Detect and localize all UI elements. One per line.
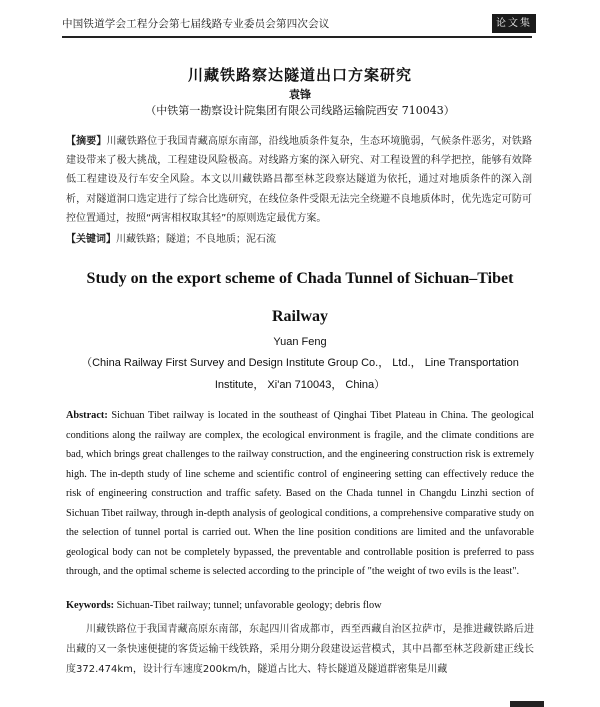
chinese-keywords-text: 川藏铁路；隧道；不良地质；泥石流 xyxy=(116,234,276,245)
chinese-keywords xyxy=(66,230,532,245)
chinese-abstract-label: 【摘要】 xyxy=(66,136,107,147)
english-abstract-text: Sichuan Tibet railway is located in the southeast of Qinghai Tibet Plateau in China. The geological conditions along the railway are complex, the ecological environment is fragile, and the climate conditions are bad, which brings great challenges to the railway construction, and the engineering construction risk is extremely high. The in-depth study of line scheme and scientific control of engineering setting can effectively reduce the risk of engineering construction and traffic safety. Based on the Chada tunnel in Changdu Linzhi section of Sichuan Tibet railway, through in-depth analysis of geological conditions, a comprehensive comparative study on the selection of tunnel portal is carried out. When the line position conditions are limited and the unfavorable geological body can not be completely bypassed, the preventable and controllable position is preferred to pass through, and the optimal scheme is selected according to the principle of "the weight of two evils is the least". xyxy=(66,410,534,577)
section-tag: 论文集 xyxy=(492,14,536,33)
page-number-block xyxy=(510,701,544,707)
chinese-abstract xyxy=(66,132,532,228)
chinese-title: 川藏铁路察达隧道出口方案研究 xyxy=(187,66,412,84)
english-title: Study on the export scheme of Chada Tunnel of Sichuan–Tibet Railway xyxy=(86,270,514,325)
english-abstract-label: Abstract: xyxy=(66,410,108,421)
running-header xyxy=(62,14,532,38)
chinese-abstract-text: 川藏铁路位于我国青藏高原东南部，沿线地质条件复杂，生态环境脆弱，气候条件恶劣，对铁路建设带来了极大挑战，工程建设风险极高。对线路方案的深入研究、对工程设置的科学把控，能够有效降低工程建设及行车安全风险。本文以川藏铁路昌都至林芝段察达隧道为依托，通过对地质条件的深入剖析，对隧道洞口选定进行了综合比选研究，在线位条件受限无法完全绕避不良地质体时，优先选定可防可控位置通过，按照“两害相权取其轻”的原则选定最优方案。 xyxy=(66,136,533,224)
running-title: 中国铁道学会工程分会第七届线路专业委员会第四次会议 xyxy=(62,18,330,30)
chinese-author: 袁锋 xyxy=(289,88,311,101)
body-paragraph: 川藏铁路位于我国青藏高原东南部，东起四川省成都市，西至西藏自治区拉萨市，是推进藏铁路后进出藏的又一条快速便捷的客货运输干线铁路，采用分期分段建设运营模式，其中昌都至林芝段新建正线长度372.474km，设计行车速度200km/h，隧道占比大、特长隧道及隧道群密集是川藏 xyxy=(66,624,534,675)
english-keywords-text: Sichuan-Tibet railway; tunnel; unfavorable geology; debris flow xyxy=(116,600,382,611)
english-keywords-label: Keywords: xyxy=(66,600,115,611)
english-abstract xyxy=(66,406,534,582)
english-author: Yuan Feng xyxy=(273,336,327,348)
chinese-affiliation: （中铁第一勘察设计院集团有限公司线路运输院西安 710043） xyxy=(145,104,455,117)
english-affiliation: （China Railway First Survey and Design Institute Group Co.， Ltd.， Line Transportation Institute， Xi'an 710043， China） xyxy=(81,357,519,391)
chinese-keywords-label: 【关键词】 xyxy=(66,234,116,245)
english-keywords xyxy=(66,600,534,611)
